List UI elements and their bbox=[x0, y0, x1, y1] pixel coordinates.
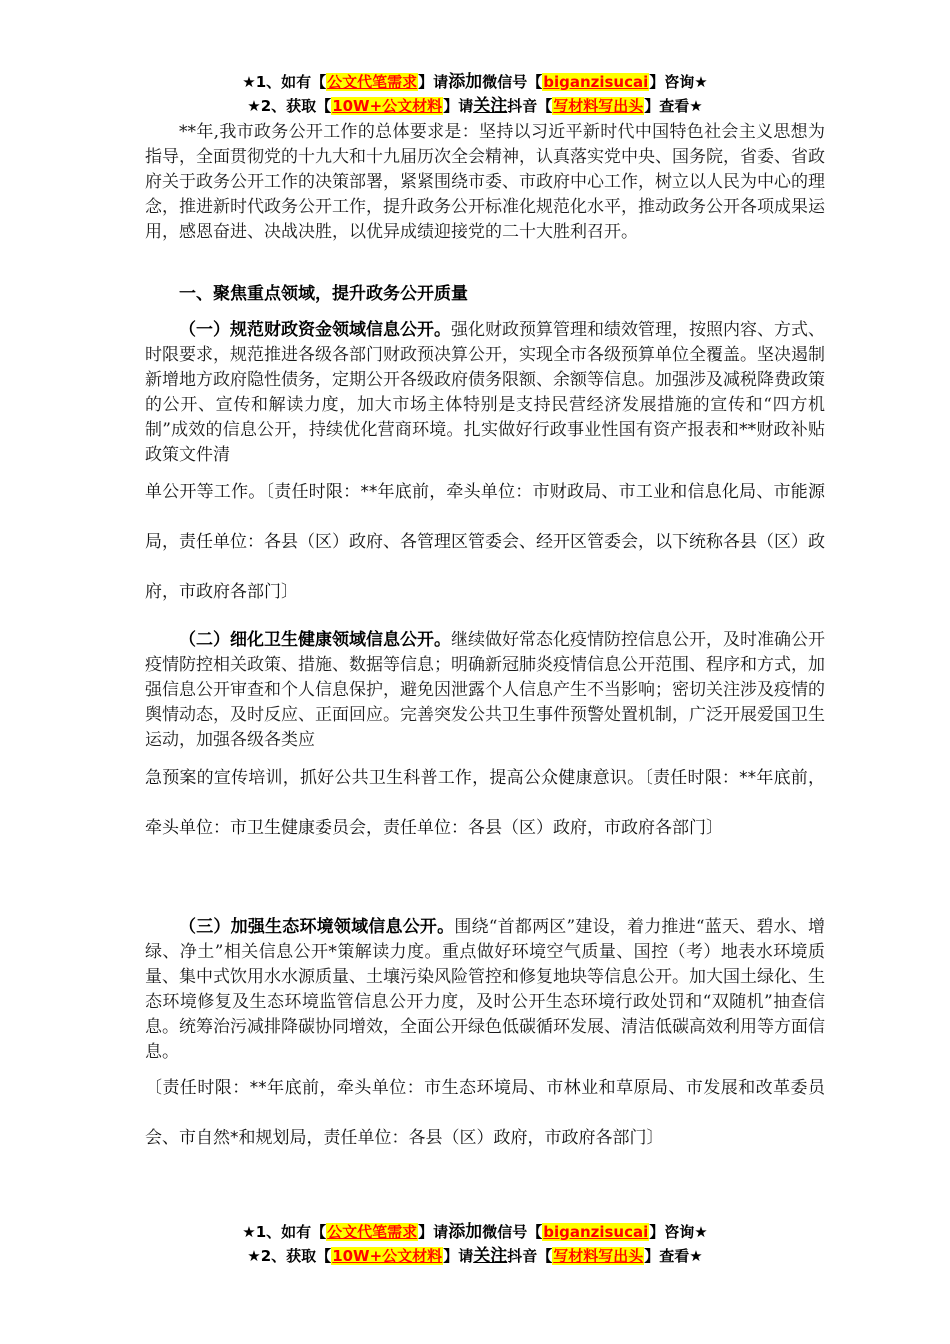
highlight-ghostwriting: 公文代笔需求 bbox=[327, 73, 418, 91]
banner-text: 】查看★ bbox=[644, 1247, 703, 1265]
banner-text: 】请 bbox=[443, 97, 474, 115]
bottom-banner-line-1 bbox=[0, 1220, 950, 1244]
item1-title: （一）规范财政资金领域信息公开。 bbox=[179, 320, 451, 340]
highlight-wechat-id: biganzisucai bbox=[543, 73, 649, 91]
item3-paragraph bbox=[145, 915, 825, 1065]
banner-text: 微信号【 bbox=[482, 1223, 543, 1241]
banner-text: 抖音【 bbox=[507, 97, 553, 115]
banner-text: 添加 bbox=[448, 1222, 483, 1242]
top-banner-line-1 bbox=[0, 70, 950, 94]
item2-duty: 〔责任时限：**年底前，牵头单位：市卫生健康委员会，责任单位：各县（区）政府，市政府各部门〕 bbox=[145, 768, 826, 838]
banner-text: 】请 bbox=[418, 73, 449, 91]
banner-text: 】请 bbox=[418, 1223, 449, 1241]
highlight-materials: 10W+公文材料 bbox=[332, 97, 443, 115]
item3-responsibility: 〔责任时限：**年底前，牵头单位：市生态环境局、市林业和草原局、市发展和改革委员会、市自然*和规划局，责任单位：各县（区）政府，市政府各部门〕 bbox=[145, 1078, 825, 1148]
highlight-douyin: 写材料写出头 bbox=[553, 97, 644, 115]
bottom-banner-line-2 bbox=[0, 1244, 950, 1268]
highlight-materials: 10W+公文材料 bbox=[332, 1247, 443, 1265]
banner-text: 关注 bbox=[473, 96, 508, 116]
banner-text: ★1、如有【 bbox=[242, 1223, 327, 1241]
item1-responsibility: 单公开等工作。〔责任时限：**年底前，牵头单位：市财政局、市工业和信息化局、市能源局，责任单位：各县（区）政府、各管理区管委会、经开区管委会，以下统称各县（区）政府，市政府各部门〕 bbox=[145, 482, 825, 602]
highlight-ghostwriting: 公文代笔需求 bbox=[327, 1223, 418, 1241]
item3-body: 围绕“首都两区”建设，着力推进“蓝天、碧水、增绿、净土”相关信息公开*策解读力度。重点做好环境空气质量、国控（考）地表水环境质量、集中式饮用水水源质量、土壤污染风险管控和修复地块等信息公开。加大国土绿化、生态环境修复及生态环境监管信息公开力度，及时公开生态环境行政处罚和“双随机”抽查信息。统筹治污减排降碳协同增效，全面公开绿色低碳循环发展、清洁低碳高效利用等方面信息。 bbox=[145, 917, 826, 1062]
top-banner-line-2 bbox=[0, 94, 950, 118]
item2-cont: 急预案的宣传培训，抓好公共卫生科普工作，提高公众健康意识。 bbox=[145, 768, 645, 788]
banner-text: 】查看★ bbox=[644, 97, 703, 115]
item2-title: （二）细化卫生健康领域信息公开。 bbox=[179, 630, 451, 650]
item1-paragraph bbox=[145, 318, 825, 468]
banner-text: 】咨询★ bbox=[649, 73, 708, 91]
banner-text: 】咨询★ bbox=[649, 1223, 708, 1241]
highlight-douyin: 写材料写出头 bbox=[553, 1247, 644, 1265]
banner-text: ★2、获取【 bbox=[247, 1247, 332, 1265]
banner-text: 添加 bbox=[448, 72, 483, 92]
banner-text: ★2、获取【 bbox=[247, 97, 332, 115]
banner-text: ★1、如有【 bbox=[242, 73, 327, 91]
intro-paragraph: **年,我市政务公开工作的总体要求是：坚持以习近平新时代中国特色社会主义思想为指导，全面贯彻党的十九大和十九届历次全会精神，认真落实党中央、国务院，省委、省政府关于政务公开工作的决策部署，紧紧围绕市委、市政府中心工作，树立以人民为中心的理念，推进新时代政务公开工作，提升政务公开标准化规范化水平，推动政务公开各项成果运用，感恩奋进、决战决胜，以优异成绩迎接党的二十大胜利召开。 bbox=[145, 122, 825, 242]
item2-responsibility bbox=[145, 753, 825, 853]
item2-body: 继续做好常态化疫情防控信息公开，及时准确公开疫情防控相关政策、措施、数据等信息；明确新冠肺炎疫情信息公开范围、程序和方式，加强信息公开审查和个人信息保护，避免因泄露个人信息产生不当影响；密切关注涉及疫情的舆情动态，及时反应、正面回应。完善突发公共卫生事件预警处置机制，广泛开展爱国卫生运动，加强各级各类应 bbox=[145, 630, 825, 750]
banner-text: 抖音【 bbox=[507, 1247, 553, 1265]
item1-body: 强化财政预算管理和绩效管理，按照内容、方式、时限要求，规范推进各级各部门财政预决算公开，实现全市各级预算单位全覆盖。坚决遏制新增地方政府隐性债务，定期公开各级政府债务限额、余额等信息。加强涉及减税降费政策的公开、宣传和解读力度，加大市场主体特别是支持民营经济发展措施的宣传和“四方机制”成效的信息公开，持续优化营商环境。扎实做好行政事业性国有资产报表和**财政补贴政策文件清 bbox=[145, 320, 825, 465]
banner-text: 关注 bbox=[473, 1246, 508, 1266]
banner-text: 】请 bbox=[443, 1247, 474, 1265]
banner-text: 微信号【 bbox=[482, 73, 543, 91]
highlight-wechat-id: biganzisucai bbox=[543, 1223, 649, 1241]
section-heading: 一、聚焦重点领域，提升政务公开质量 bbox=[179, 284, 468, 304]
item3-title: （三）加强生态环境领域信息公开。 bbox=[179, 917, 455, 937]
item2-paragraph bbox=[145, 628, 825, 753]
